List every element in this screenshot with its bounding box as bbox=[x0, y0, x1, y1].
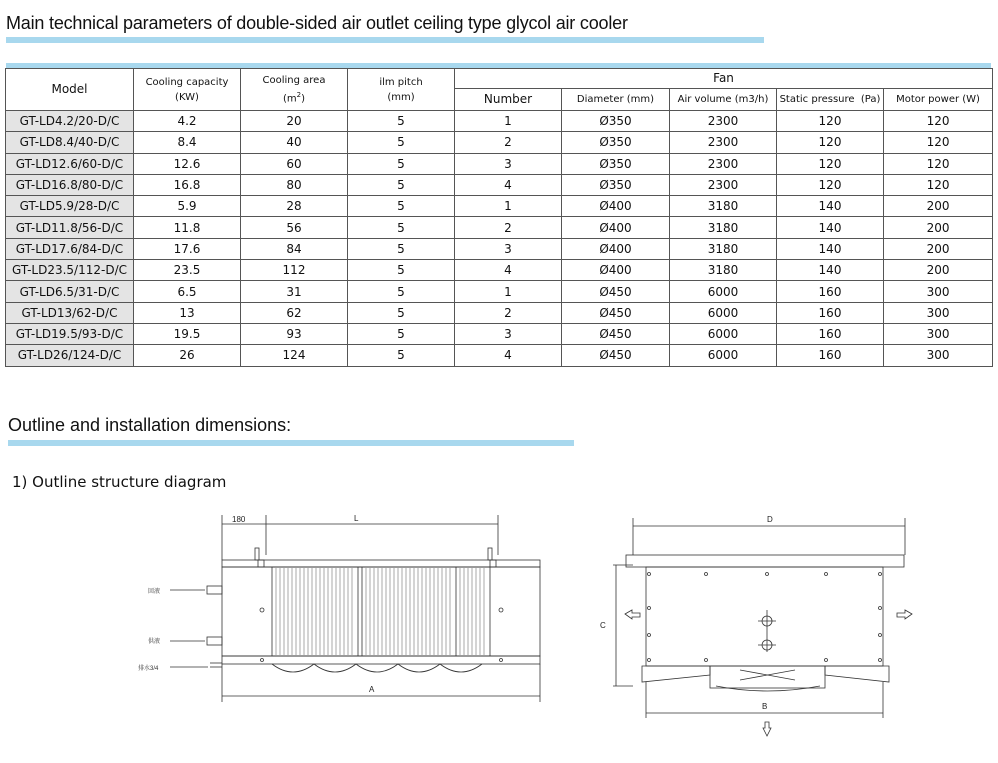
table-row bbox=[6, 281, 993, 302]
cell-cooling-capacity: 19.5 bbox=[134, 323, 241, 344]
header-number: Number bbox=[455, 89, 562, 111]
table-row bbox=[6, 174, 993, 195]
cell-static-pressure: 120 bbox=[777, 153, 884, 174]
cell-cooling-area: 80 bbox=[241, 174, 348, 195]
dim-180-label: 180 bbox=[232, 515, 246, 524]
section-underline-bar bbox=[8, 440, 574, 446]
cell-static-pressure: 140 bbox=[777, 217, 884, 238]
cell-air-volume: 2300 bbox=[670, 153, 777, 174]
cell-fan-diameter: Ø350 bbox=[562, 153, 670, 174]
cell-cooling-area: 40 bbox=[241, 132, 348, 153]
outline-structure-diagram bbox=[0, 500, 998, 763]
dim-L-label: L bbox=[354, 514, 359, 523]
cell-model: GT-LD4.2/20-D/C bbox=[6, 111, 134, 132]
cell-fan-number: 2 bbox=[455, 132, 562, 153]
cell-model: GT-LD19.5/93-D/C bbox=[6, 323, 134, 344]
table-row bbox=[6, 196, 993, 217]
cell-fin-pitch: 5 bbox=[348, 111, 455, 132]
cell-fin-pitch: 5 bbox=[348, 302, 455, 323]
cell-fan-diameter: Ø400 bbox=[562, 196, 670, 217]
dim-C-label: C bbox=[600, 621, 606, 630]
cell-air-volume: 6000 bbox=[670, 281, 777, 302]
cell-motor-power: 120 bbox=[884, 153, 993, 174]
cell-fan-diameter: Ø400 bbox=[562, 238, 670, 259]
cell-fan-number: 3 bbox=[455, 323, 562, 344]
cell-cooling-capacity: 26 bbox=[134, 345, 241, 366]
cell-static-pressure: 120 bbox=[777, 132, 884, 153]
cell-fan-number: 3 bbox=[455, 238, 562, 259]
header-cooling-capacity: Cooling capacity (KW) bbox=[134, 69, 241, 111]
cell-fan-number: 3 bbox=[455, 153, 562, 174]
cell-cooling-capacity: 8.4 bbox=[134, 132, 241, 153]
header-fin-pitch: ilm pitch (mm) bbox=[348, 69, 455, 111]
drain-pipe-label: 排水3/4 bbox=[138, 666, 159, 672]
cell-fin-pitch: 5 bbox=[348, 323, 455, 344]
header-fan: Fan bbox=[455, 69, 993, 89]
cell-cooling-capacity: 13 bbox=[134, 302, 241, 323]
cell-cooling-capacity: 12.6 bbox=[134, 153, 241, 174]
cell-motor-power: 300 bbox=[884, 302, 993, 323]
cell-static-pressure: 160 bbox=[777, 345, 884, 366]
cell-air-volume: 3180 bbox=[670, 196, 777, 217]
cell-model: GT-LD8.4/40-D/C bbox=[6, 132, 134, 153]
cell-fin-pitch: 5 bbox=[348, 217, 455, 238]
cell-motor-power: 200 bbox=[884, 196, 993, 217]
cell-motor-power: 200 bbox=[884, 217, 993, 238]
cell-air-volume: 2300 bbox=[670, 174, 777, 195]
cell-cooling-area: 62 bbox=[241, 302, 348, 323]
cell-motor-power: 300 bbox=[884, 281, 993, 302]
cell-cooling-area: 84 bbox=[241, 238, 348, 259]
page-title: Main technical parameters of double-sided air outlet ceiling type glycol air cooler bbox=[6, 13, 628, 33]
cell-fin-pitch: 5 bbox=[348, 281, 455, 302]
cell-fin-pitch: 5 bbox=[348, 174, 455, 195]
subsection-title: 1) Outline structure diagram bbox=[12, 473, 227, 491]
cell-air-volume: 3180 bbox=[670, 260, 777, 281]
table-row bbox=[6, 260, 993, 281]
cell-cooling-capacity: 16.8 bbox=[134, 174, 241, 195]
cell-cooling-area: 28 bbox=[241, 196, 348, 217]
cell-static-pressure: 160 bbox=[777, 323, 884, 344]
cell-motor-power: 120 bbox=[884, 174, 993, 195]
cell-cooling-area: 60 bbox=[241, 153, 348, 174]
cell-fin-pitch: 5 bbox=[348, 196, 455, 217]
dim-A-label: A bbox=[369, 685, 375, 694]
cell-cooling-area: 31 bbox=[241, 281, 348, 302]
cell-static-pressure: 160 bbox=[777, 302, 884, 323]
cell-motor-power: 200 bbox=[884, 238, 993, 259]
cell-fan-diameter: Ø350 bbox=[562, 132, 670, 153]
cell-fin-pitch: 5 bbox=[348, 132, 455, 153]
cell-fan-diameter: Ø400 bbox=[562, 260, 670, 281]
inlet-pipe-label: 回液 bbox=[148, 589, 161, 595]
cell-fan-number: 1 bbox=[455, 281, 562, 302]
cell-fan-diameter: Ø400 bbox=[562, 217, 670, 238]
section-title-outline: Outline and installation dimensions: bbox=[8, 415, 292, 435]
table-row bbox=[6, 111, 993, 132]
cell-model: GT-LD13/62-D/C bbox=[6, 302, 134, 323]
cell-cooling-capacity: 5.9 bbox=[134, 196, 241, 217]
title-underline-bar bbox=[6, 37, 764, 43]
cell-motor-power: 200 bbox=[884, 260, 993, 281]
cell-cooling-capacity: 17.6 bbox=[134, 238, 241, 259]
cell-cooling-capacity: 11.8 bbox=[134, 217, 241, 238]
outlet-pipe-label: 供液 bbox=[148, 639, 161, 645]
header-motor-power: Motor power (W) bbox=[884, 89, 993, 111]
cell-cooling-capacity: 23.5 bbox=[134, 260, 241, 281]
cell-cooling-area: 124 bbox=[241, 345, 348, 366]
cell-fan-diameter: Ø450 bbox=[562, 281, 670, 302]
dim-B-label: B bbox=[762, 702, 768, 711]
parameters-table bbox=[5, 68, 993, 367]
cell-fan-diameter: Ø350 bbox=[562, 174, 670, 195]
cell-model: GT-LD17.6/84-D/C bbox=[6, 238, 134, 259]
cell-static-pressure: 140 bbox=[777, 260, 884, 281]
cell-fan-number: 1 bbox=[455, 196, 562, 217]
cell-fan-diameter: Ø450 bbox=[562, 302, 670, 323]
cell-model: GT-LD11.8/56-D/C bbox=[6, 217, 134, 238]
cell-fan-diameter: Ø450 bbox=[562, 323, 670, 344]
table-row bbox=[6, 132, 993, 153]
table-row bbox=[6, 302, 993, 323]
header-air-volume: Air volume (m3/h) bbox=[670, 89, 777, 111]
cell-fan-number: 4 bbox=[455, 260, 562, 281]
table-row bbox=[6, 238, 993, 259]
cell-model: GT-LD16.8/80-D/C bbox=[6, 174, 134, 195]
cell-cooling-capacity: 6.5 bbox=[134, 281, 241, 302]
cell-air-volume: 6000 bbox=[670, 345, 777, 366]
cell-static-pressure: 140 bbox=[777, 238, 884, 259]
cell-model: GT-LD6.5/31-D/C bbox=[6, 281, 134, 302]
table-row bbox=[6, 153, 993, 174]
cell-static-pressure: 140 bbox=[777, 196, 884, 217]
cell-air-volume: 6000 bbox=[670, 323, 777, 344]
cell-static-pressure: 120 bbox=[777, 174, 884, 195]
dim-D-label: D bbox=[767, 515, 773, 524]
cell-static-pressure: 160 bbox=[777, 281, 884, 302]
cell-motor-power: 120 bbox=[884, 111, 993, 132]
table-row bbox=[6, 345, 993, 366]
table-row bbox=[6, 217, 993, 238]
cell-fan-number: 2 bbox=[455, 302, 562, 323]
header-cooling-area: Cooling area $(m^2)$ bbox=[241, 69, 348, 111]
cell-air-volume: 2300 bbox=[670, 111, 777, 132]
cell-model: GT-LD5.9/28-D/C bbox=[6, 196, 134, 217]
cell-cooling-area: 112 bbox=[241, 260, 348, 281]
cell-fin-pitch: 5 bbox=[348, 260, 455, 281]
cell-air-volume: 3180 bbox=[670, 217, 777, 238]
cell-model: GT-LD26/124-D/C bbox=[6, 345, 134, 366]
cell-fin-pitch: 5 bbox=[348, 153, 455, 174]
cell-cooling-area: 20 bbox=[241, 111, 348, 132]
cell-air-volume: 6000 bbox=[670, 302, 777, 323]
cell-model: GT-LD12.6/60-D/C bbox=[6, 153, 134, 174]
cell-cooling-area: 56 bbox=[241, 217, 348, 238]
table-row bbox=[6, 323, 993, 344]
cell-fan-number: 4 bbox=[455, 174, 562, 195]
header-model: Model bbox=[6, 69, 134, 111]
cell-air-volume: 3180 bbox=[670, 238, 777, 259]
cell-motor-power: 300 bbox=[884, 323, 993, 344]
cell-cooling-area: 93 bbox=[241, 323, 348, 344]
cell-fan-number: 4 bbox=[455, 345, 562, 366]
cell-fin-pitch: 5 bbox=[348, 238, 455, 259]
cell-fan-diameter: Ø350 bbox=[562, 111, 670, 132]
cell-motor-power: 300 bbox=[884, 345, 993, 366]
cell-motor-power: 120 bbox=[884, 132, 993, 153]
header-static-pressure: Static pressure (Pa) bbox=[777, 89, 884, 111]
cell-fin-pitch: 5 bbox=[348, 345, 455, 366]
cell-fan-diameter: Ø450 bbox=[562, 345, 670, 366]
header-diameter: Diameter (mm) bbox=[562, 89, 670, 111]
cell-fan-number: 2 bbox=[455, 217, 562, 238]
cell-cooling-capacity: 4.2 bbox=[134, 111, 241, 132]
cell-fan-number: 1 bbox=[455, 111, 562, 132]
cell-static-pressure: 120 bbox=[777, 111, 884, 132]
cell-air-volume: 2300 bbox=[670, 132, 777, 153]
cell-model: GT-LD23.5/112-D/C bbox=[6, 260, 134, 281]
